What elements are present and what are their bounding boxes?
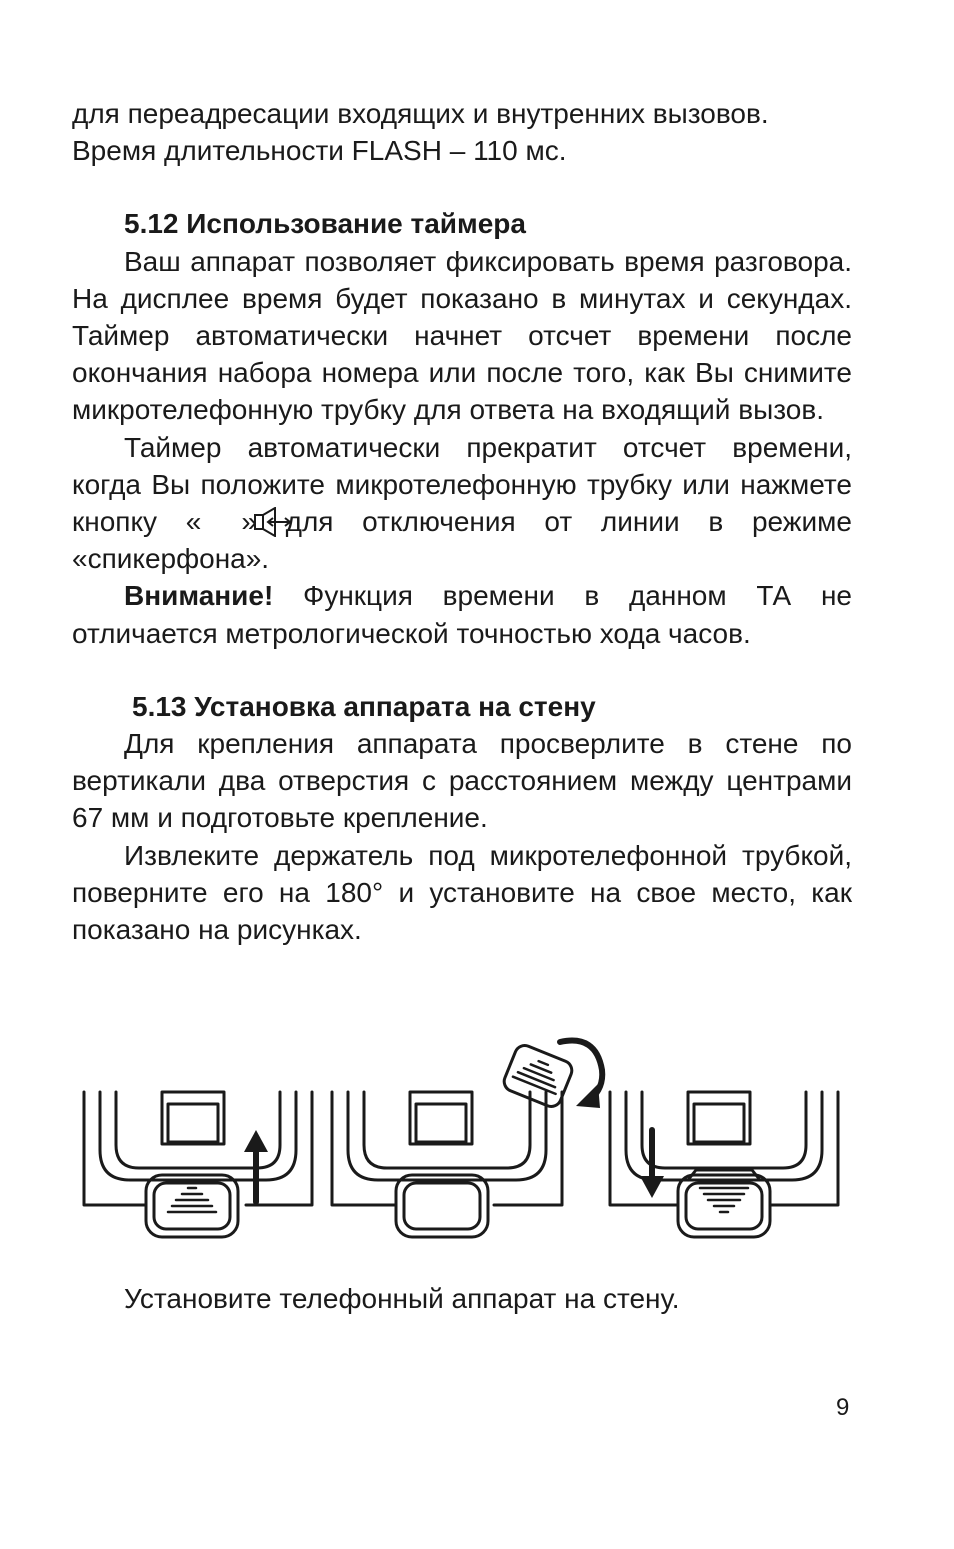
para-2-text-before: Таймер автоматически прекратит отсчет времени, когда Вы положите микротелефонную трубку или нажмете кнопку « — [72, 431, 852, 538]
intro-line-2: Время длительности FLASH – 110 мс. — [72, 135, 567, 167]
speaker-icon — [201, 507, 241, 537]
step-1-remove-holder — [84, 1092, 312, 1237]
para-2-text-after: » для отключения от линии в режиме «спикерфона». — [72, 506, 852, 575]
section-5-12-heading: 5.12 Использование таймера — [124, 208, 526, 240]
section-5-12-para-1: Ваш аппарат позволяет фиксировать время разговора. На дисплее время будет показано в минутах и секундах. Таймер автоматически начнет отсчет времени после окончания набора номера или после того, как Вы снимите микротелефонную трубку для ответа на входящий вызов. — [72, 245, 852, 426]
section-5-13-para-1: Для крепления аппарата просверлите в стене по вертикали два отверстия с расстоянием между центрами 67 мм и подготовьте крепление. — [72, 728, 852, 834]
page-body — [72, 95, 852, 948]
attention-text: Функция времени в данном ТА не отличается метрологической точностью хода часов. — [72, 580, 852, 649]
rotate-arrow-icon — [560, 1041, 602, 1108]
wall-mount-figure — [76, 1030, 846, 1250]
step-3-insert-holder — [610, 1092, 838, 1237]
section-5-12-para-2 — [72, 429, 852, 578]
attention-label: Внимание! — [124, 580, 274, 612]
down-arrow-icon — [640, 1130, 664, 1198]
section-5-12-attention — [72, 577, 852, 651]
intro-line-1: для переадресации входящих и внутренних вызовов. — [72, 98, 769, 129]
section-5-13-heading: 5.13 Установка аппарата на стену — [132, 690, 596, 722]
step-2-rotate-holder — [332, 1043, 575, 1237]
section-5-13-para-2: Извлеките держатель под микротелефонной трубкой, поверните его на 180° и установите на свое место, как показано на рисунках. — [72, 839, 852, 946]
page-number: 9 — [836, 1394, 850, 1421]
figure-caption: Установите телефонный аппарат на стену. — [124, 1283, 680, 1314]
